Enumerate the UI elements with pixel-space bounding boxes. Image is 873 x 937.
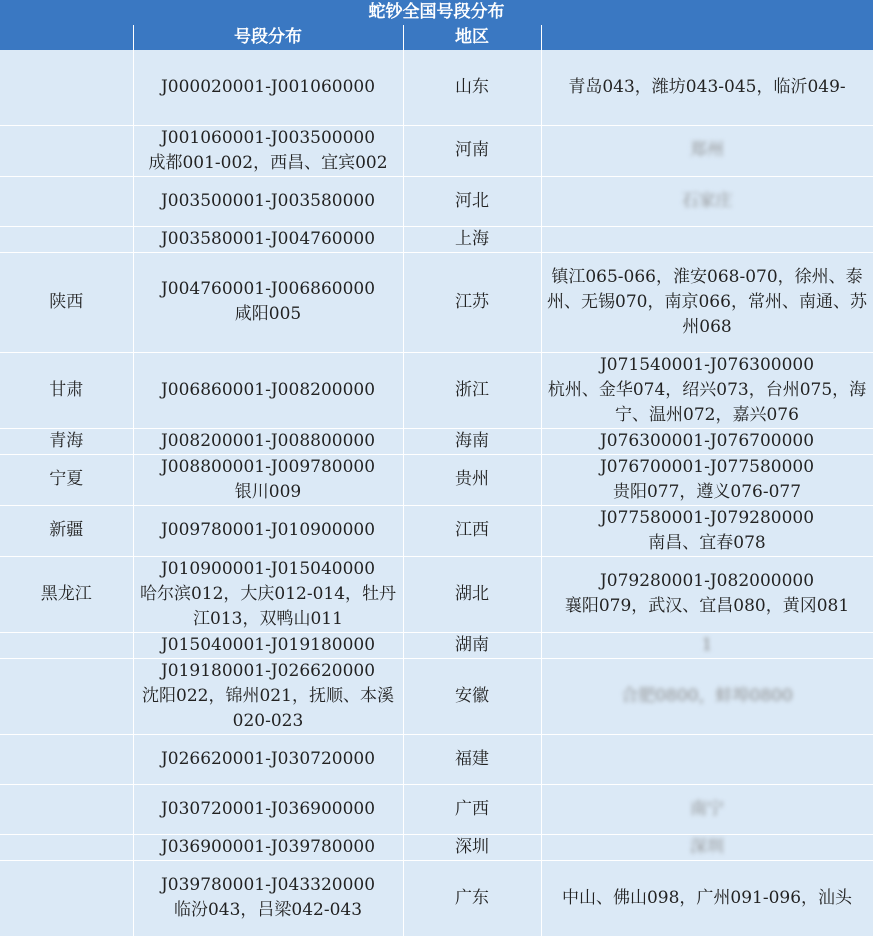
table-row <box>0 252 873 352</box>
segment-cell-text: J008200001-J008800000 <box>160 430 376 451</box>
region-cell-text: 安徽 <box>455 685 489 706</box>
segment-cell <box>133 252 403 352</box>
segment-cell-text: J003580001-J004760000 <box>160 228 376 249</box>
province-cell-text: 黑龙江 <box>40 583 92 604</box>
detail-cell <box>541 658 873 734</box>
region-cell-text: 山东 <box>455 76 489 97</box>
region-cell-text: 江苏 <box>455 291 489 312</box>
detail-cell <box>541 734 873 784</box>
region-cell-text: 贵州 <box>455 469 489 489</box>
detail-cell-text: 镇江065-066，淮安068-070，徐州、泰州、无锡070，南京066，常州、南通、苏州068 <box>547 266 867 337</box>
segment-cell-text: J036900001-J039780000 <box>160 836 376 857</box>
region-cell-text: 深圳 <box>455 836 489 857</box>
region-cell-text: 湖南 <box>455 634 489 655</box>
region-cell <box>403 734 541 784</box>
sheet-title: 蛇钞全国号段分布 <box>0 0 873 25</box>
segment-cell-text: J006860001-J008200000 <box>160 379 376 400</box>
province-cell <box>0 658 133 734</box>
region-cell-text: 海南 <box>455 430 489 451</box>
detail-cell-text: J077580001-J079280000 南昌、宜春078 <box>599 507 815 553</box>
province-cell <box>0 632 133 658</box>
province-cell-text: 宁夏 <box>49 469 84 489</box>
segment-cell <box>133 50 403 125</box>
detail-cell <box>541 454 873 505</box>
detail-cell <box>541 784 873 834</box>
detail-cell <box>541 176 873 226</box>
region-cell <box>403 860 541 936</box>
segment-cell <box>133 860 403 936</box>
segment-cell <box>133 505 403 556</box>
detail-cell-text: J076300001-J076700000 <box>599 430 815 451</box>
detail-cell <box>541 556 873 632</box>
province-cell <box>0 428 133 454</box>
province-cell <box>0 176 133 226</box>
detail-cell-text: 南宁 <box>690 798 724 819</box>
segment-cell-text: J004760001-J006860000 咸阳005 <box>160 279 376 324</box>
region-cell <box>403 125 541 176</box>
region-cell <box>403 50 541 125</box>
province-cell <box>0 860 133 936</box>
region-cell <box>403 352 541 428</box>
segment-cell <box>133 784 403 834</box>
province-cell <box>0 734 133 784</box>
detail-cell <box>541 428 873 454</box>
segment-table <box>0 25 873 937</box>
province-cell <box>0 556 133 632</box>
segment-cell-text: J010900001-J015040000 哈尔滨012，大庆012-014，牡丹江013，双鸭山011 <box>139 558 397 629</box>
header-row <box>0 25 873 50</box>
table-row <box>0 454 873 505</box>
province-cell <box>0 50 133 125</box>
header-region: 地区 <box>403 25 541 50</box>
segment-cell <box>133 658 403 734</box>
segment-cell <box>133 834 403 860</box>
region-cell-text: 河南 <box>455 140 489 160</box>
detail-cell-text: 郑州 <box>690 140 724 160</box>
region-cell <box>403 784 541 834</box>
detail-cell <box>541 505 873 556</box>
segment-cell-text: J030720001-J036900000 <box>160 798 376 819</box>
segment-cell <box>133 632 403 658</box>
region-cell-text: 河北 <box>455 190 489 211</box>
detail-cell-text: 中山、佛山098，广州091-096，汕头 <box>561 887 853 908</box>
table-row <box>0 658 873 734</box>
segment-cell-text: J003500001-J003580000 <box>160 190 376 211</box>
region-cell <box>403 834 541 860</box>
segment-cell-text: J009780001-J010900000 <box>160 520 376 540</box>
region-cell-text: 福建 <box>455 748 489 769</box>
province-cell <box>0 252 133 352</box>
segment-cell <box>133 226 403 252</box>
segment-cell <box>133 734 403 784</box>
table-row <box>0 860 873 936</box>
table-row <box>0 125 873 176</box>
segment-cell <box>133 428 403 454</box>
table-row <box>0 505 873 556</box>
segment-cell <box>133 176 403 226</box>
province-cell <box>0 352 133 428</box>
table-row <box>0 834 873 860</box>
region-cell <box>403 454 541 505</box>
detail-cell-text: 合肥0800，蚌埠0800 <box>621 685 793 706</box>
segment-cell <box>133 125 403 176</box>
detail-cell <box>541 632 873 658</box>
region-cell-text: 江西 <box>455 520 489 540</box>
region-cell <box>403 505 541 556</box>
region-cell-text: 广西 <box>455 798 489 819</box>
detail-cell <box>541 352 873 428</box>
region-cell-text: 湖北 <box>455 583 489 604</box>
province-cell <box>0 125 133 176</box>
detail-cell-text: J079280001-J082000000 襄阳079，武汉、宜昌080，黄冈081 <box>564 571 850 616</box>
province-cell-text: 甘肃 <box>49 379 84 400</box>
table-body <box>0 50 873 936</box>
region-cell <box>403 226 541 252</box>
province-cell-text: 青海 <box>49 430 84 451</box>
segment-cell-text: J015040001-J019180000 <box>160 634 376 655</box>
region-cell-text: 广东 <box>455 887 489 908</box>
table-row <box>0 50 873 125</box>
detail-cell <box>541 252 873 352</box>
province-cell <box>0 226 133 252</box>
detail-cell <box>541 50 873 125</box>
region-cell <box>403 252 541 352</box>
segment-cell <box>133 454 403 505</box>
province-cell <box>0 454 133 505</box>
detail-cell-text: 青岛043，潍坊043-045，临沂049- <box>568 76 846 97</box>
header-segment: 号段分布 <box>133 25 403 50</box>
region-cell <box>403 428 541 454</box>
province-cell <box>0 505 133 556</box>
detail-cell-text: J071540001-J076300000 杭州、金华074，绍兴073，台州075，海宁、温州072，嘉兴076 <box>547 354 867 425</box>
province-cell-text: 新疆 <box>49 520 84 540</box>
table-row <box>0 734 873 784</box>
region-cell <box>403 176 541 226</box>
detail-cell <box>541 226 873 252</box>
region-cell <box>403 556 541 632</box>
province-cell <box>0 834 133 860</box>
segment-cell-text: J019180001-J026620000 沈阳022，锦州021，抚顺、本溪020-023 <box>142 660 394 731</box>
detail-cell <box>541 834 873 860</box>
segment-cell <box>133 556 403 632</box>
province-cell <box>0 784 133 834</box>
detail-cell-text: J076700001-J077580000 贵阳077，遵义076-077 <box>599 456 815 502</box>
detail-cell-text: 石家庄 <box>681 190 733 211</box>
table-row <box>0 632 873 658</box>
region-cell-text: 浙江 <box>455 379 489 400</box>
segment-cell-text: J039780001-J043320000 临汾043，吕梁042-043 <box>160 875 376 920</box>
segment-cell-text: J008800001-J009780000 银川009 <box>160 456 376 502</box>
table-row <box>0 784 873 834</box>
segment-cell-text: J026620001-J030720000 <box>160 748 376 769</box>
table-row <box>0 556 873 632</box>
region-cell-text: 上海 <box>455 228 489 249</box>
detail-cell <box>541 860 873 936</box>
region-cell <box>403 632 541 658</box>
table-row <box>0 226 873 252</box>
detail-cell-text: 1 <box>701 634 713 655</box>
detail-cell-text: 深圳 <box>690 836 724 857</box>
table-row <box>0 176 873 226</box>
segment-cell-text: J000020001-J001060000 <box>160 76 376 97</box>
region-cell <box>403 658 541 734</box>
table-row <box>0 428 873 454</box>
table-row <box>0 352 873 428</box>
header-blank-left <box>0 25 133 50</box>
header-blank-right <box>541 25 873 50</box>
province-cell-text: 陕西 <box>49 291 84 312</box>
detail-cell <box>541 125 873 176</box>
segment-cell-text: J001060001-J003500000 成都001-002，西昌、宜宾002 <box>148 127 388 173</box>
segment-cell <box>133 352 403 428</box>
